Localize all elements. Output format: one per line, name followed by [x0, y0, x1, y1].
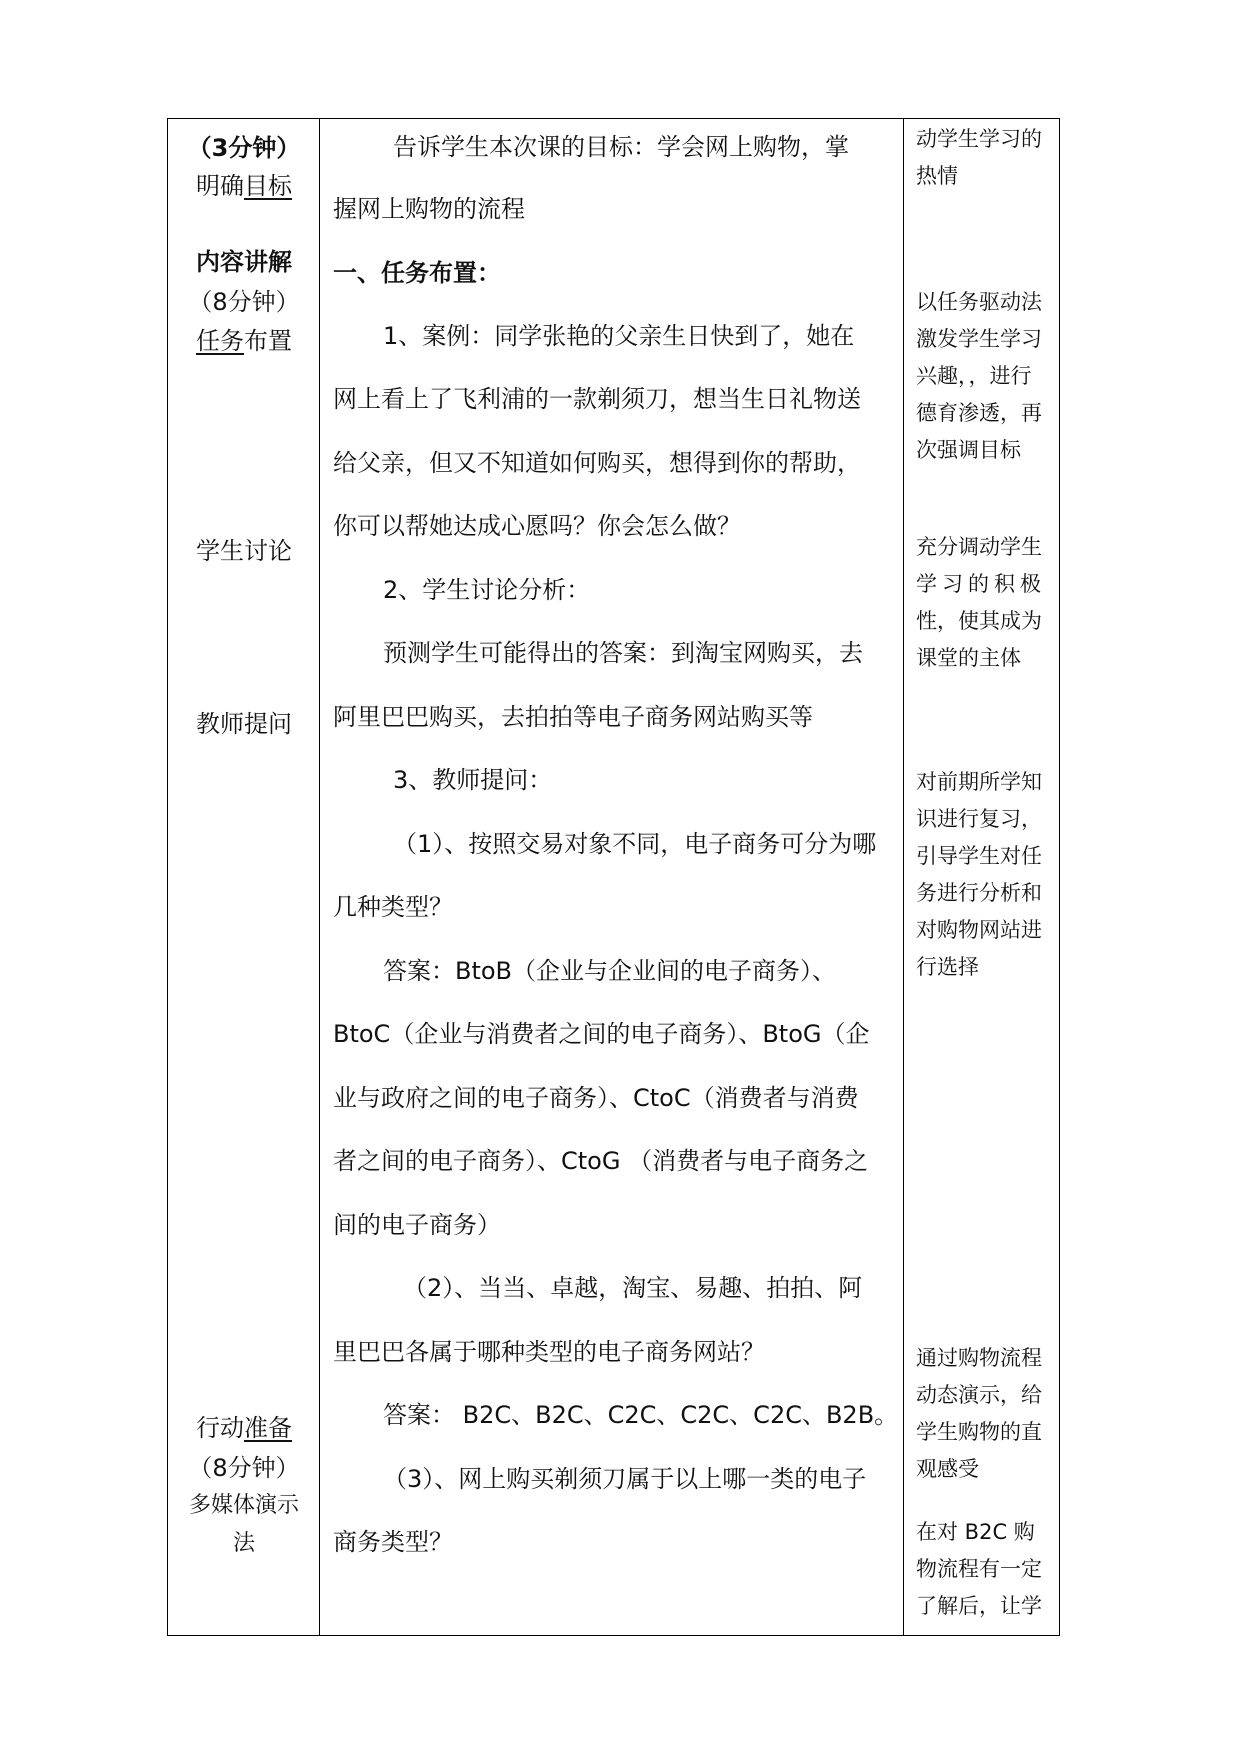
stage-time: （8分钟） [188, 288, 300, 316]
content-line: 几种类型？ [333, 893, 453, 921]
stage-action-underlined: 准备 [244, 1414, 292, 1442]
stage-method: 法 [232, 1531, 255, 1556]
intent-column [905, 119, 1059, 1635]
content-line: 1、案例：同学张艳的父亲生日快到了，她在 [383, 322, 855, 350]
intent-line: 兴趣，，进行 [916, 364, 1032, 388]
intent-line: 了解后，让学 [916, 1594, 1042, 1618]
content-column [321, 119, 904, 1635]
content-line: 2、学生讨论分析： [383, 576, 591, 604]
intent-line: 对前期所学知 [916, 770, 1042, 794]
content-line: （2）、当当、卓越，淘宝、易趣、拍拍、阿 [403, 1274, 863, 1302]
stage-time: （3分钟） [187, 134, 301, 162]
content-line: 握网上购物的流程 [333, 195, 525, 223]
stage-task-text: 布置 [244, 327, 292, 355]
intent-line: 次强调目标 [916, 438, 1021, 462]
stage-discussion: 学生讨论 [196, 537, 292, 565]
content-line: BtoC（企业与消费者之间的电子商务）、BtoG（企 [333, 1020, 870, 1048]
content-line: 告诉学生本次课的目标：学会网上购物，掌 [393, 133, 849, 161]
content-line: （1）、按照交易对象不同，电子商务可分为哪 [393, 830, 877, 858]
content-line: （3）、网上购买剃须刀属于以上哪一类的电子 [383, 1465, 867, 1493]
stage-task-underlined: 任务 [196, 327, 244, 355]
content-line: 业与政府之间的电子商务）、CtoC（消费者与消费 [333, 1084, 859, 1112]
content-line: 网上看上了飞利浦的一款剃须刀，想当生日礼物送 [333, 385, 861, 413]
intent-line: 学生购物的直 [916, 1420, 1042, 1444]
intent-line: 激发学生学习 [916, 327, 1042, 351]
content-line: 你可以帮她达成心愿吗？你会怎么做？ [333, 512, 741, 540]
content-line: 给父亲，但又不知道如何购买，想得到你的帮助， [333, 449, 861, 477]
intent-line: 物流程有一定 [916, 1557, 1042, 1581]
section-heading: 一、任务布置： [333, 259, 501, 287]
intent-line: 以任务驱动法 [916, 290, 1042, 314]
content-line: 商务类型？ [333, 1528, 453, 1556]
stage-question: 教师提问 [196, 710, 292, 738]
content-line: 答案： B2C、B2C、C2C、C2C、C2C、B2B。 [383, 1401, 899, 1429]
intent-line: 观感受 [916, 1457, 979, 1481]
content-line: 间的电子商务） [333, 1211, 501, 1239]
intent-line: 引导学生对任 [916, 844, 1042, 868]
stage-goal [168, 167, 320, 205]
intent-line: 识进行复习， [916, 807, 1042, 831]
intent-line: 充分调动学生 [916, 535, 1042, 559]
stage-goal-text: 明确 [196, 172, 244, 200]
intent-line: 动态演示，给 [916, 1383, 1042, 1407]
stage-action-text: 行动 [196, 1414, 244, 1442]
content-line: 3、教师提问： [393, 766, 553, 794]
intent-line: 行选择 [916, 955, 979, 979]
content-line: 答案：BtoB（企业与企业间的电子商务）、 [383, 957, 837, 985]
stage-column [168, 119, 320, 1635]
content-line: 里巴巴各属于哪种类型的电子商务网站？ [333, 1338, 765, 1366]
intent-line: 通过购物流程 [916, 1346, 1042, 1370]
intent-line: 务进行分析和 [916, 881, 1042, 905]
stage-time: （8分钟） [188, 1454, 300, 1482]
lesson-plan-table [167, 118, 1060, 1636]
intent-line: 对购物网站进 [916, 918, 1042, 942]
stage-goal-underlined: 目标 [244, 172, 292, 200]
intent-line: 德育渗透，再 [916, 401, 1042, 425]
stage-method: 多媒体演示 [188, 1493, 299, 1518]
stage-content: 内容讲解 [196, 248, 292, 276]
stage-task [168, 322, 320, 360]
intent-line: 课堂的主体 [916, 646, 1021, 670]
content-line: 者之间的电子商务）、CtoG （消费者与电子商务之 [333, 1147, 869, 1175]
content-line: 阿里巴巴购买，去拍拍等电子商务网站购买等 [333, 703, 813, 731]
intent-line: 性，使其成为 [916, 609, 1042, 633]
content-line: 预测学生可能得出的答案：到淘宝网购买，去 [383, 639, 863, 667]
stage-action [168, 1409, 320, 1447]
intent-line: 学习的积极 [916, 572, 1046, 596]
intent-line: 动学生学习的 [916, 127, 1042, 151]
intent-line: 在对 B2C 购 [916, 1520, 1035, 1544]
intent-line: 热情 [916, 164, 958, 188]
